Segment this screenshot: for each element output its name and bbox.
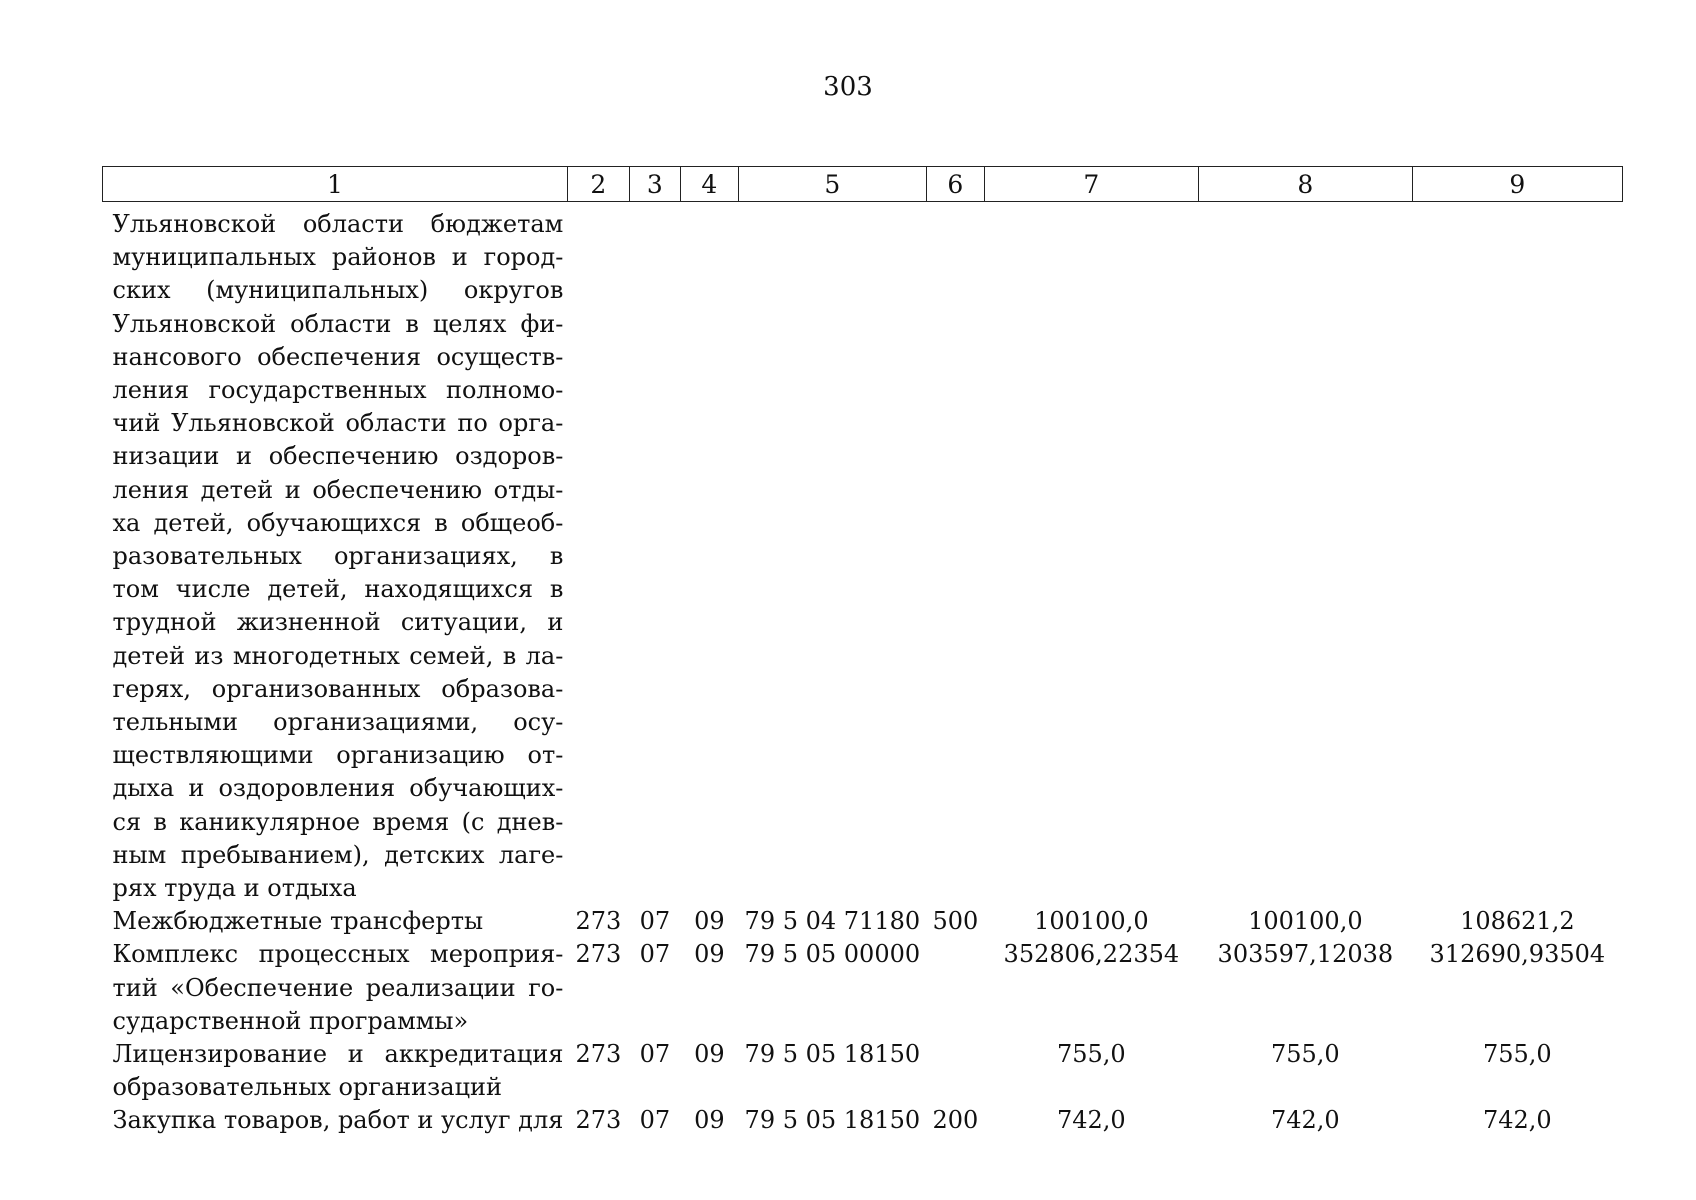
cell-target-article: 79 5 04 71180 bbox=[744, 907, 921, 936]
cell-subsection: 09 bbox=[694, 907, 725, 936]
description-line: дыха и оздоровления обучающих- bbox=[112, 774, 564, 803]
description-line: трудной жизненной ситуации, и bbox=[112, 608, 564, 637]
cell-amount-8: 755,0 bbox=[1270, 1040, 1340, 1069]
cell-ministry: 273 bbox=[575, 1040, 622, 1069]
cell-amount-9: 755,0 bbox=[1482, 1040, 1552, 1069]
description-line: муниципальных районов и город- bbox=[112, 243, 564, 272]
cell-subsection: 09 bbox=[694, 940, 725, 969]
cell-expense-type bbox=[926, 208, 984, 905]
page-number: 303 bbox=[823, 72, 873, 102]
table-row bbox=[103, 1104, 1623, 1137]
cell-amount-9: 108621,2 bbox=[1460, 907, 1575, 936]
cell-section: 07 bbox=[639, 940, 671, 969]
description-line: ха детей, обучающихся в общеоб- bbox=[112, 508, 564, 537]
description-line: разовательных организациях, в bbox=[112, 542, 564, 571]
row-description bbox=[103, 905, 568, 938]
cell-ministry bbox=[567, 208, 629, 905]
description-line: Закупка товаров, работ и услуг для bbox=[112, 1106, 564, 1135]
row-description bbox=[103, 208, 568, 905]
col-header-3: 3 bbox=[629, 167, 680, 202]
description-line: образовательных организаций bbox=[112, 1073, 502, 1102]
description-line: ления детей и обеспечению отды- bbox=[112, 475, 564, 504]
col-header-9: 9 bbox=[1412, 167, 1622, 202]
row-description bbox=[103, 938, 568, 1038]
budget-table bbox=[102, 166, 1623, 1138]
description-line: герях, организованных образова- bbox=[112, 674, 564, 703]
description-line: чий Ульяновской области по орга- bbox=[112, 409, 564, 438]
cell-ministry: 273 bbox=[575, 940, 622, 969]
cell-target-article: 79 5 05 18150 bbox=[744, 1106, 921, 1135]
col-header-2: 2 bbox=[567, 167, 629, 202]
cell-subsection: 09 bbox=[694, 1106, 725, 1135]
description-line: ществляющими организацию от- bbox=[112, 741, 564, 770]
cell-expense-type: 500 bbox=[932, 907, 979, 936]
cell-amount-9 bbox=[1412, 208, 1622, 905]
table-row bbox=[103, 208, 1623, 905]
cell-amount-7 bbox=[984, 208, 1198, 905]
col-header-5: 5 bbox=[738, 167, 926, 202]
cell-amount-7: 100100,0 bbox=[1034, 907, 1149, 936]
cell-expense-type: 200 bbox=[932, 1106, 979, 1135]
cell-target-article: 79 5 05 00000 bbox=[744, 940, 921, 969]
cell-amount-9: 312690,93504 bbox=[1429, 940, 1606, 969]
col-header-6: 6 bbox=[926, 167, 984, 202]
cell-section: 07 bbox=[639, 1106, 671, 1135]
cell-ministry: 273 bbox=[575, 1106, 622, 1135]
cell-section bbox=[629, 208, 680, 905]
cell-subsection: 09 bbox=[694, 1040, 725, 1069]
header-row bbox=[103, 167, 1623, 202]
cell-amount-8: 100100,0 bbox=[1248, 907, 1363, 936]
description-line: Ульяновской области бюджетам bbox=[112, 210, 564, 238]
cell-amount-8: 303597,12038 bbox=[1217, 940, 1394, 969]
col-header-1: 1 bbox=[103, 167, 568, 202]
description-line: Ульяновской области в целях фи- bbox=[112, 309, 564, 338]
cell-amount-8 bbox=[1198, 208, 1412, 905]
description-line: тий «Обеспечение реализации го- bbox=[112, 973, 564, 1002]
description-line: ся в каникулярное время (с днев- bbox=[112, 807, 564, 836]
cell-target-article: 79 5 05 18150 bbox=[744, 1040, 921, 1069]
table-row bbox=[103, 905, 1623, 938]
description-line: нансового обеспечения осуществ- bbox=[112, 342, 564, 371]
col-header-7: 7 bbox=[984, 167, 1198, 202]
description-line: детей из многодетных семей, в ла- bbox=[112, 641, 564, 670]
description-line: Межбюджетные трансферты bbox=[112, 907, 484, 936]
row-description bbox=[103, 1104, 568, 1137]
table-row bbox=[103, 938, 1623, 1038]
cell-amount-8: 742,0 bbox=[1270, 1106, 1340, 1135]
cell-amount-9: 742,0 bbox=[1482, 1106, 1552, 1135]
description-line: Лицензирование и аккредитация bbox=[112, 1040, 564, 1069]
cell-section: 07 bbox=[639, 907, 671, 936]
description-line: низации и обеспечению оздоров- bbox=[112, 442, 564, 471]
cell-section: 07 bbox=[639, 1040, 671, 1069]
cell-expense-type bbox=[926, 1038, 984, 1104]
description-line: том числе детей, находящихся в bbox=[112, 575, 564, 604]
description-line: ления государственных полномо- bbox=[112, 376, 564, 405]
cell-target-article bbox=[738, 208, 926, 905]
col-header-8: 8 bbox=[1198, 167, 1412, 202]
cell-expense-type bbox=[926, 938, 984, 1038]
cell-amount-7: 755,0 bbox=[1056, 1040, 1126, 1069]
cell-subsection bbox=[680, 208, 738, 905]
description-line: тельными организациями, осу- bbox=[112, 708, 564, 737]
cell-amount-7: 352806,22354 bbox=[1003, 940, 1180, 969]
cell-amount-7: 742,0 bbox=[1056, 1106, 1126, 1135]
description-line: Комплекс процессных мероприя- bbox=[112, 940, 564, 969]
description-line: ным пребыванием), детских лаге- bbox=[112, 840, 564, 869]
description-line: рях труда и отдыха bbox=[112, 874, 357, 903]
col-header-4: 4 bbox=[680, 167, 738, 202]
description-line: ских (муниципальных) округов bbox=[112, 276, 564, 305]
cell-ministry: 273 bbox=[575, 907, 622, 936]
table-row bbox=[103, 1038, 1623, 1104]
description-line: сударственной программы» bbox=[112, 1006, 469, 1035]
row-description bbox=[103, 1038, 568, 1104]
